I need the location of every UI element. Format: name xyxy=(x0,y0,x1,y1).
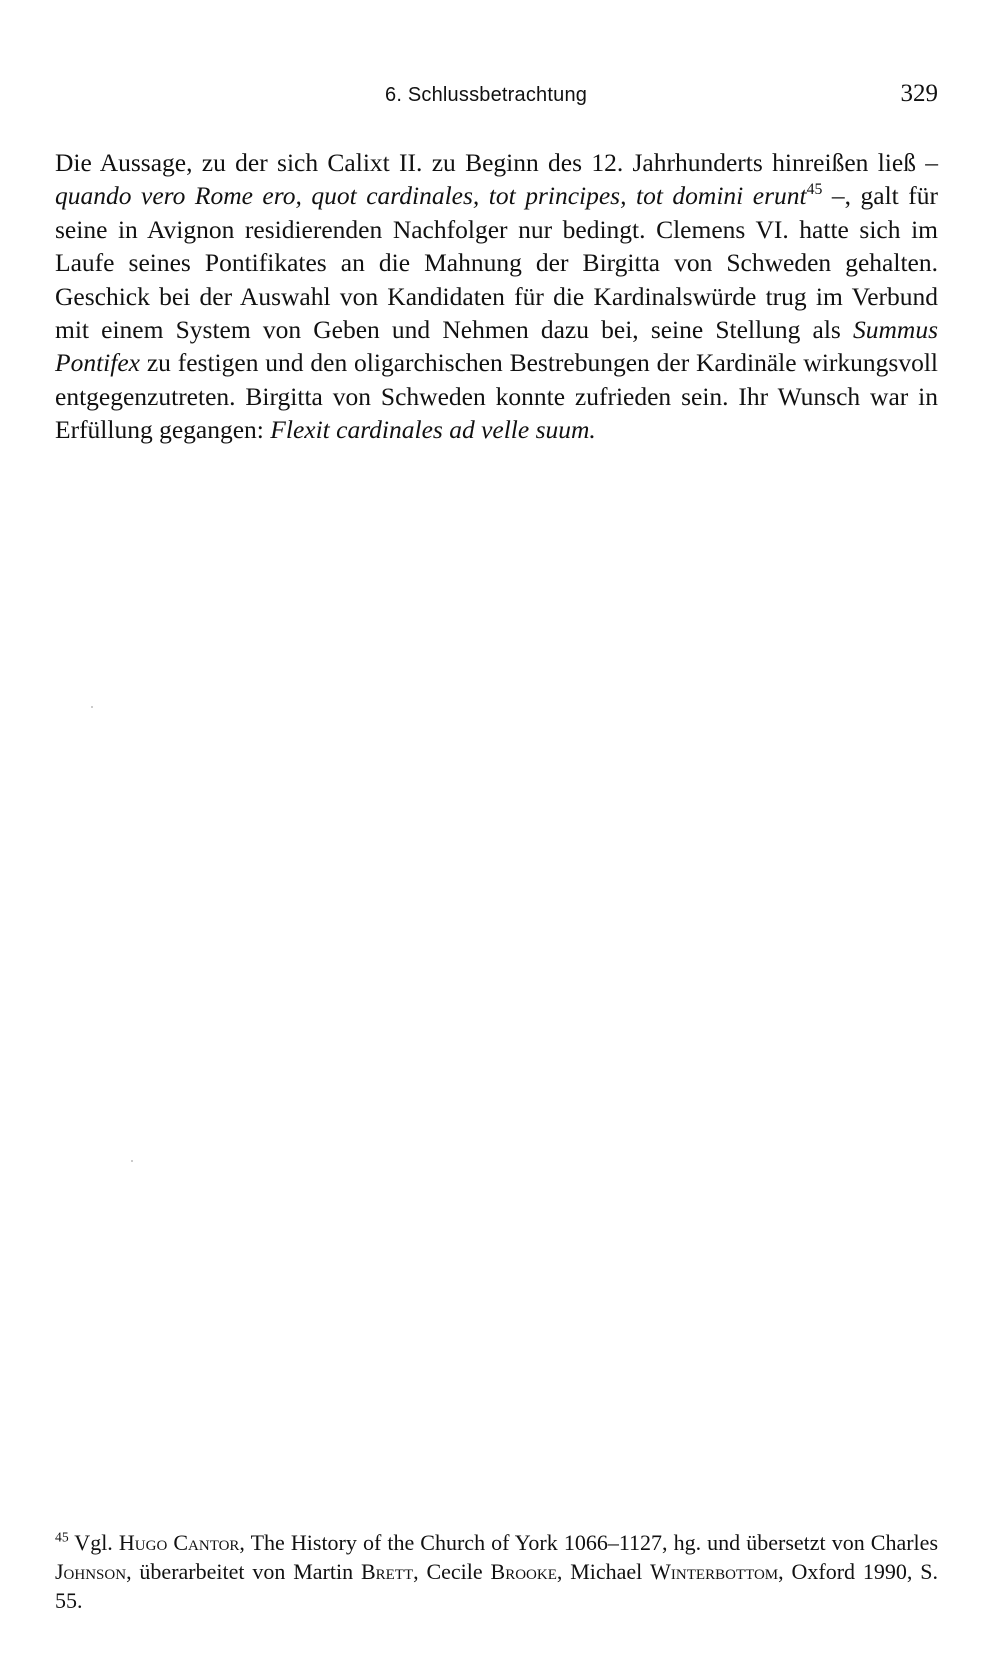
latin-quote: Flexit cardinales ad velle suum. xyxy=(270,415,596,445)
author-name: Brett xyxy=(360,1559,414,1584)
footnote-45 xyxy=(55,1528,938,1615)
latin-quote: quando vero Rome ero, quot cardinales, tot principes, tot domini erunt xyxy=(55,181,807,211)
author-name: Winterbottom xyxy=(650,1559,779,1584)
page-number: 329 xyxy=(900,80,938,107)
scan-speck xyxy=(131,1160,133,1162)
running-header xyxy=(55,80,938,114)
author-name: Brooke xyxy=(490,1559,557,1584)
footnote-text: , The History of the Church of York 1066–1127, hg. und übersetzt von Charles xyxy=(239,1530,938,1555)
footnote-text: Vgl. xyxy=(68,1530,119,1555)
footnote-text: , überarbeitet von Martin xyxy=(126,1559,361,1584)
latin-term: Summus Pontifex xyxy=(55,315,938,378)
footnote-area xyxy=(55,1528,938,1615)
chapter-title: 6. Schlussbetrachtung xyxy=(385,84,588,106)
paragraph-text xyxy=(55,146,938,447)
footnote-text: , Oxford 1990, S. 55. xyxy=(55,1559,938,1613)
text-segment: –, galt für seine in Avignon residierenden Nachfolger nur bedingt. Clemens VI. hatte sich im Laufe seines Pontifikates an die Mahnung der Birgitta von Schweden gehalten. Geschick bei der Auswahl von Kandidaten für die Kardinalswürde trug im Verbund mit einem System von Geben und Nehmen dazu bei, seine Stellung als xyxy=(55,181,938,345)
author-name: Hugo Cantor xyxy=(118,1530,240,1555)
footnote-text: , Michael xyxy=(556,1559,651,1584)
text-segment: zu festigen und den oligarchischen Bestrebungen der Kardinäle wirkungsvoll entgegenzutreten. Birgitta von Schweden konnte zufrieden sein. Ihr Wunsch war in Erfüllung gegangen: xyxy=(55,348,938,445)
main-paragraph xyxy=(55,146,938,447)
text-segment: Die Aussage, zu der sich Calixt II. zu Beginn des 12. Jahrhunderts hinreißen ließ – xyxy=(55,148,938,177)
scan-speck xyxy=(91,706,93,708)
footnote-text: , Cecile xyxy=(413,1559,491,1584)
footnote-number: 45 xyxy=(55,1529,69,1545)
footnote-reference: 45 xyxy=(806,181,823,199)
author-name: Johnson xyxy=(55,1559,127,1584)
